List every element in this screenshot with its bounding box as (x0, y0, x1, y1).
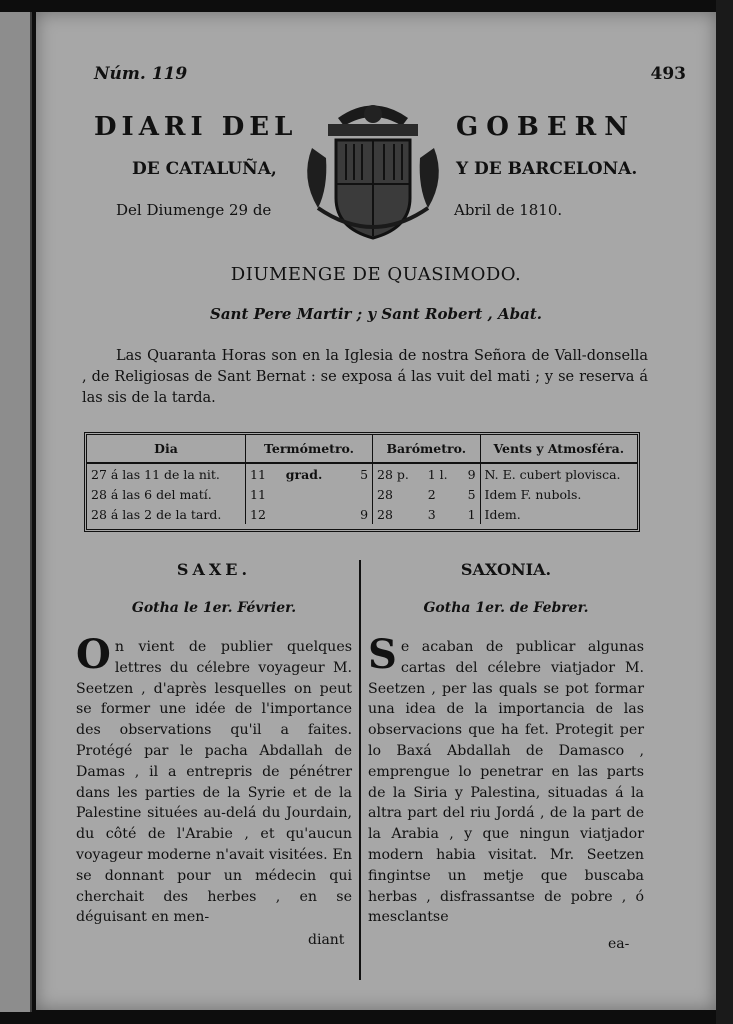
cell-temp-unit (282, 484, 348, 504)
drop-cap: S (368, 631, 397, 678)
cell-dia: 28 á las 6 del matí. (87, 484, 246, 504)
col-header-vents: Vents y Atmosféra. (480, 435, 637, 463)
cell-baro-pt: 1 (459, 504, 480, 524)
left-catchword: diant (308, 932, 345, 948)
date-left: Del Diumenge 29 de (116, 201, 272, 219)
article-body-french: n vient de publier quelques lettres du célebre voyageur M. Seetzen , d'après lesquelles on peut se former une idée de l'importance des observations qu'il a faites. Protégé par le pacha Abdallah de Damas , il a entrepris de pénétrer dans les parties de la Syrie et de la Palestine situées au-delá du Jourdain, du côté de l'Arabie , et qu'aucun voyageur moderne n'avait visitées. En se donnant pour un médecin qui cherchait des herbes , en se déguisant en men- (76, 639, 352, 926)
cell-vents: N. E. cubert plovisca. (484, 466, 621, 482)
left-page-edge (0, 12, 32, 1012)
cell-temp-frac: 9 (348, 504, 373, 524)
issue-number: Núm. 119 (94, 64, 188, 84)
cell-baro-in: 28 p. (377, 466, 409, 482)
left-column-article (76, 631, 352, 928)
cell-baro-in: 28 (377, 506, 393, 522)
cell-temp: 11 (250, 486, 266, 502)
feast-day-heading: DIUMENGE DE QUASIMODO. (230, 264, 522, 285)
col-header-dia: Dia (87, 435, 246, 463)
masthead-subtitle-left: DE CATALUÑA, (132, 159, 277, 179)
cell-vents: Idem. (484, 506, 521, 522)
right-binding-edge (716, 0, 733, 1024)
cell-temp: 12 (250, 506, 266, 522)
cell-baro-line: 1 l. (427, 466, 448, 482)
left-column-dateline: Gotha le 1er. Février. (131, 600, 297, 616)
cell-baro-line: 3 (427, 506, 436, 522)
column-divider (359, 560, 361, 980)
cell-vents: Idem F. nubols. (484, 486, 582, 502)
cell-temp-unit (282, 504, 348, 524)
table-row (87, 463, 637, 484)
cell-temp-frac: 5 (348, 463, 373, 484)
cell-dia: 27 á las 11 de la nit. (87, 463, 246, 484)
coat-of-arms-icon (298, 88, 448, 248)
newspaper-page (36, 12, 716, 1010)
cell-temp-frac (348, 484, 373, 504)
drop-cap: O (76, 631, 111, 678)
forty-hours-announcement: Las Quaranta Horas son en la Iglesia de nostra Señora de Vall-donsella , de Religiosas de Sant Bernat : se exposa á las vuit del mati ; y se reserva á las sis de la tarda. (82, 348, 648, 406)
col-header-termometro: Termómetro. (246, 435, 373, 463)
masthead-subtitle-right: Y DE BARCELONA. (456, 159, 638, 179)
saints-of-day: Sant Pere Martir ; y Sant Robert , Abat. (210, 305, 542, 323)
cell-baro-line: 2 (427, 486, 436, 502)
cell-temp-unit: grad. (285, 466, 323, 482)
masthead-title-left: DIARI DEL (94, 112, 298, 142)
right-catchword: ea- (608, 936, 630, 952)
article-body-catalan: e acaban de publicar algunas cartas del célebre viatjador M. Seetzen , per las quals se pot formar una idea de la importancia de las observacions que ha fet. Protegit per lo Baxá Abdallah de Damasco , emprengue lo penetrar en las parts de la Siria y Palestina, situadas á la altra part del riu Jordá , de la part de la Arabia , y que ningun viatjador modern habia visitat. Mr. Seetzen fingintse un metje que buscaba herbas , disfrassantse de pobre , ó mesclantse (368, 639, 644, 926)
cell-baro-in: 28 (377, 486, 393, 502)
right-column-heading: SAXONIA. (460, 560, 552, 579)
cell-temp: 11 (250, 466, 266, 482)
cell-baro-pt: 9 (459, 463, 480, 484)
table-row (87, 504, 637, 524)
masthead-title-right: GOBERN (456, 112, 637, 142)
col-header-barometro: Barómetro. (373, 435, 480, 463)
cell-baro-pt: 5 (459, 484, 480, 504)
weather-table (84, 432, 640, 532)
table-row (87, 484, 637, 504)
right-column-dateline: Gotha 1er. de Febrer. (423, 600, 589, 616)
cell-dia: 28 á las 2 de la tard. (87, 504, 246, 524)
date-right: Abril de 1810. (454, 201, 563, 219)
right-column-article (368, 631, 644, 928)
page-number: 493 (650, 64, 686, 84)
left-column-heading: SAXE. (176, 560, 252, 579)
